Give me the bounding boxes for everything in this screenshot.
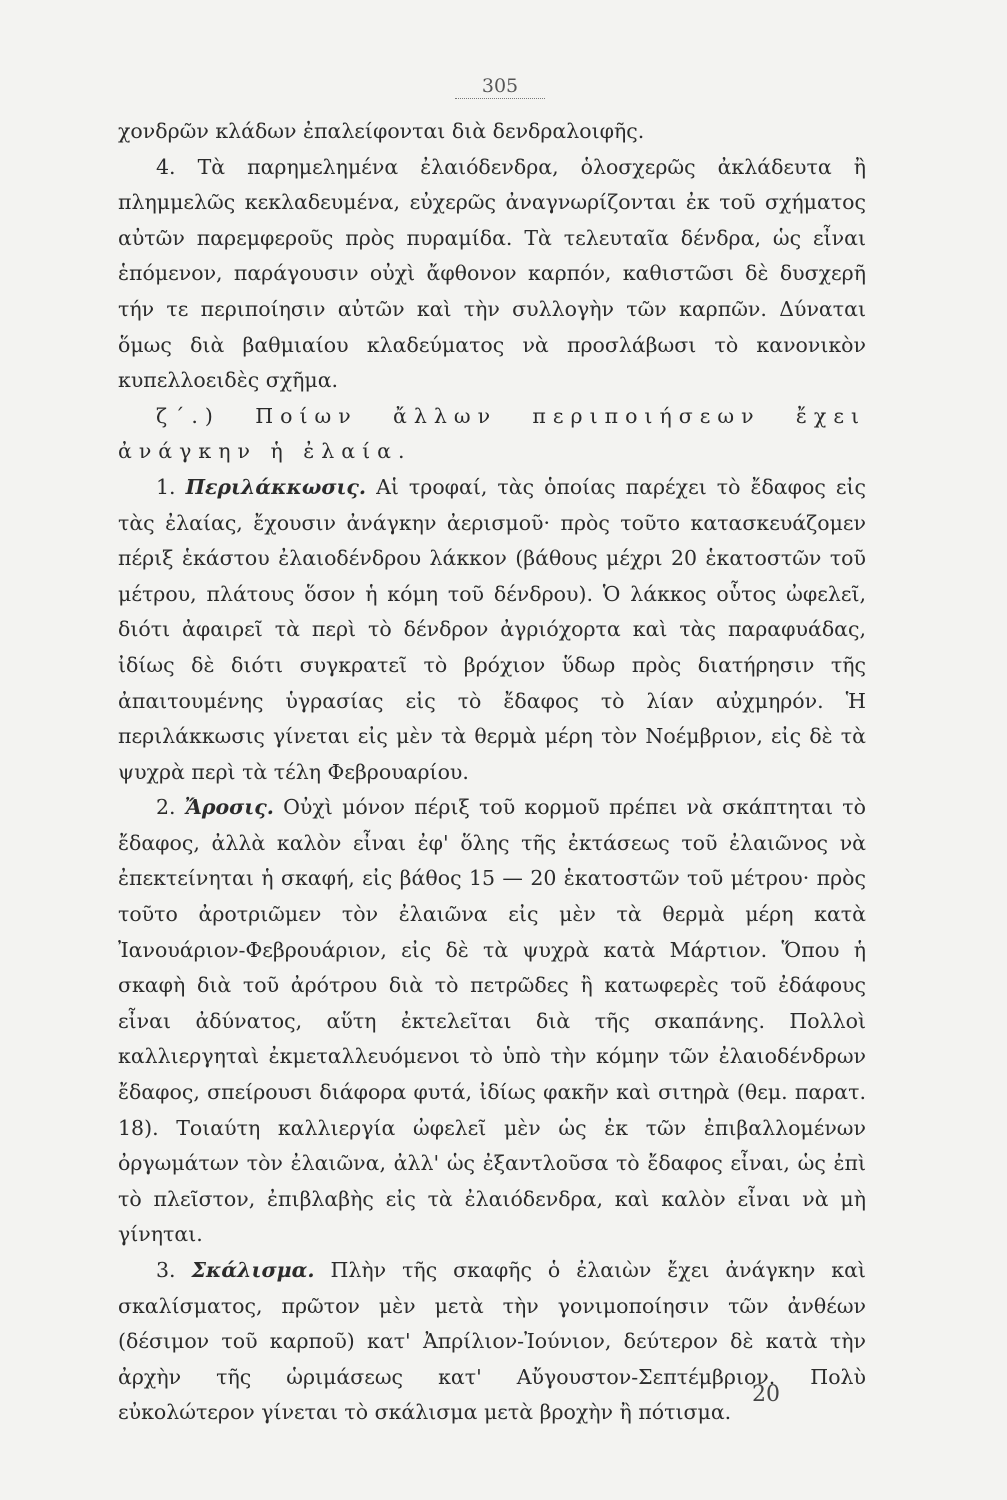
section-3-text: Πλὴν τῆς σκαφῆς ὁ ἐλαιὼν ἔχει ἀνάγκην καὶ σκαλίσματος, πρῶτον μὲν μετὰ τὴν γονιμοποίησιν τῶν ἀνθέων (δέσιμον τοῦ καρποῦ) κατ' Ἀπρίλιον-Ἰούνιον, δεύτερον δὲ κατὰ τὴν ἀρχὴν τῆς ὡριμάσεως κατ' Αὔγουστον-Σεπτέμβριον. Πολὺ εὐκολώτερον γίνεται τὸ σκάλισμα μετὰ βροχὴν ἢ πότισμα.	[118, 1258, 866, 1425]
section-1-number: 1.	[156, 474, 176, 499]
paragraph-4: 4. Τὰ παρημελημένα ἐλαιόδενδρα, ὁλοσχερῶς ἀκλάδευτα ἢ πλημμελῶς κεκλαδευμένα, εὐχερῶς ἀναγνωρίζονται ἐκ τοῦ σχήματος αὐτῶν παρεμφεροῦς πρὸς πυραμίδα. Τὰ τελευταῖα δένδρα, ὡς εἶναι ἑπόμενον, παράγουσιν οὐχὶ ἄφθονον καρπόν, καθιστῶσι δὲ δυσχερῆ τήν τε περιποίησιν αὐτῶν καὶ τὴν συλλογὴν τῶν καρπῶν. Δύναται ὅμως διὰ βαθμιαίου κλαδεύματος νὰ προσλάβωσι τὸ κανονικὸν κυπελλοειδὲς σχῆμα.	[118, 154, 866, 393]
body-text	[118, 114, 866, 1431]
paragraph-continuation: χονδρῶν κλάδων ἐπαλείφονται διὰ δενδραλοιφῆς.	[118, 119, 645, 143]
section-1-heading: Περιλάκκωσις.	[185, 474, 367, 499]
section-question: ζ΄.) Ποίων ἄλλων περιποιήσεων ἔχει ἀνάγκην ἡ ἐλαία.	[118, 403, 866, 464]
section-1	[118, 470, 866, 790]
section-2-number: 2.	[156, 795, 176, 820]
section-3-heading: Σκάλισμα.	[191, 1258, 315, 1282]
section-2-heading: Ἄροσις.	[184, 795, 274, 820]
section-1-text: Αἱ τροφαί, τὰς ὁποίας παρέχει τὸ ἔδαφος εἰς τὰς ἐλαίας, ἔχουσιν ἀνάγκην ἀερισμοῦ· πρὸς τοῦτο κατασκευάζομεν πέριξ ἑκάστου ἐλαιοδένδρου λάκκον (βάθους μέχρι 20 ἑκατοστῶν τοῦ μέτρου, πλάτους ὅσον ἡ κόμη τοῦ δένδρου). Ὁ λάκκος οὗτος ὠφελεῖ, διότι ἀφαιρεῖ τὰ περὶ τὸ δένδρον ἀγριόχορτα καὶ τὰς παραφυάδας, ἰδίως δὲ διότι συγκρατεῖ τὸ βρόχιον ὕδωρ πρὸς διατήρησιν τῆς ἀπαιτουμένης ὑγρασίας εἰς τὸ ἔδαφος τὸ λίαν αὐχμηρόν. Ἡ περιλάκκωσις γίνεται εἰς μὲν τὰ θερμὰ μέρη τὸν Νοέμβριον, εἰς δὲ τὰ ψυχρὰ περὶ τὰ τέλη Φεβρουαρίου.	[118, 474, 866, 784]
signature-mark: 20	[752, 1382, 780, 1407]
section-2-text: Οὐχὶ μόνον πέριξ τοῦ κορμοῦ πρέπει νὰ σκάπτηται τὸ ἔδαφος, ἀλλὰ καλὸν εἶναι ἐφ' ὅλης τῆς ἐκτάσεως τοῦ ἐλαιῶνος νὰ ἐπεκτείνηται ἡ σκαφή, εἰς βάθος 15 — 20 ἑκατοστῶν τοῦ μέτρου· πρὸς τοῦτο ἀροτριῶμεν τὸν ἐλαιῶνα εἰς μὲν τὰ θερμὰ μέρη κατὰ Ἰανουάριον-Φεβρουάριον, εἰς δὲ τὰ ψυχρὰ κατὰ Μάρτιον. Ὅπου ἡ σκαφὴ διὰ τοῦ ἀρότρου διὰ τὸ πετρῶδες ἢ κατωφερὲς τοῦ ἐδάφους εἶναι ἀδύνατος, αὕτη ἐκτελεῖται διὰ τῆς σκαπάνης. Πολλοὶ καλλιεργηταὶ ἐκμεταλλευόμενοι τὸ ὑπὸ τὴν κόμην τῶν ἐλαιοδένδρων ἔδαφος, σπείρουσι διάφορα φυτά, ἰδίως φακῆν καὶ σιτηρὰ (θεμ. παρατ. 18). Τοιαύτη καλλιεργία ὠφελεῖ μὲν ὡς ἐκ τῶν ἐπιβαλλομένων ὀργωμάτων τὸν ἐλαιῶνα, ἀλλ' ὡς ἐξαντλοῦσα τὸ ἔδαφος εἶναι, ὡς ἐπὶ τὸ πλεῖστον, ἐπιβλαβὴς εἰς τὰ ἐλαιόδενδρα, καὶ καλὸν εἶναι νὰ μὴ γίνηται.	[118, 795, 866, 1247]
section-3-number: 3.	[156, 1258, 176, 1282]
page-number: 305	[455, 74, 545, 99]
section-2	[118, 790, 866, 1253]
